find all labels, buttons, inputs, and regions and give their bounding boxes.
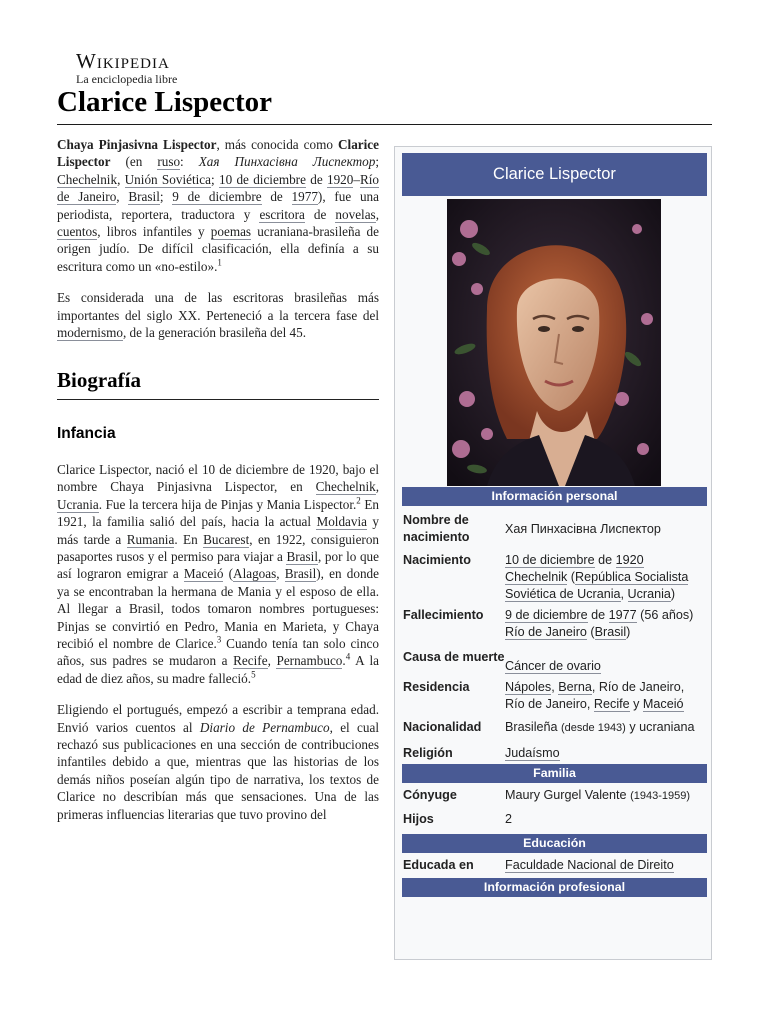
title-divider (57, 124, 712, 125)
row-value: Maury Gurgel Valente (1943-1959) (505, 788, 691, 802)
reference-1[interactable]: 1 (217, 257, 222, 268)
row-value: Cáncer de ovario (505, 659, 601, 673)
birth-name: Chaya Pinjasivna Lispector (57, 137, 217, 152)
link-moldavia[interactable]: Moldavia (316, 514, 368, 530)
infobox-row-nacimiento (402, 550, 707, 605)
writing-paragraph: Eligiendo el portugués, empezó a escribir a temprana edad. Envió varios cuentos al Diario de Pernambuco, el cual rechazó sus publicaciones en una sección de contribuciones infantiles debido a que, mientras que las historias de los demás niños poseían algún tipo de narrativa, los textos de Clarice no describían más que sensaciones. Una de las primeras influencias literarias que tuvo provino del (57, 702, 380, 822)
link-union-sovietica[interactable]: Unión Soviética (124, 171, 211, 187)
link-poemas[interactable]: poemas (210, 224, 252, 240)
infobox-title: Clarice Lispector (402, 153, 707, 196)
wikipedia-logo[interactable] (76, 50, 206, 86)
link-alagoas[interactable]: Alagoas (233, 566, 277, 582)
logo-tagline: La enciclopedia libre (76, 72, 178, 86)
row-label: Fallecimiento (403, 608, 484, 622)
cyrillic-name: Хая Пинхасівна Лиспектор (198, 154, 376, 170)
link-brasil-3[interactable]: Brasil (284, 566, 317, 582)
row-value: Judaísmo (505, 746, 560, 760)
row-label: Residencia (403, 680, 470, 694)
logo-wordmark: Wikipedia (76, 49, 170, 73)
intro-paragraph: Chaya Pinjasivna Lispector, más conocida como Clarice Lispector (en ruso: Хая Пинхасівна Лиспектор; Chechelnik, Unión Soviética; 10 de diciembre de 1920–Río de Janeiro, Brasil; 9 de diciembre de 1977), fue una periodista, reportera, traductora y escritora de novelas, cuentos, libros infantiles y poemas ucraniana-brasileña de origen judío. De difícil clasificación, ella definía a su escritura como un «no-estilo».$^1$ (57, 137, 380, 274)
link-rumania[interactable]: Rumania (126, 531, 175, 547)
link-10-diciembre[interactable]: 10 de diciembre (218, 171, 306, 187)
link-ruso[interactable]: ruso (157, 154, 181, 170)
reference-4[interactable]: 4 (345, 651, 351, 662)
infobox-row-religion (402, 743, 707, 764)
infobox-body (402, 487, 707, 897)
portrait-photo[interactable] (447, 199, 661, 486)
section-heading-biografia: Biografía (57, 367, 379, 400)
known-name: Clarice Lispector (57, 137, 380, 170)
newspaper-name: Diario de Pernambuco (199, 719, 330, 735)
infobox-row-educada-en (402, 855, 707, 876)
link-pernambuco[interactable]: Pernambuco (276, 653, 343, 669)
row-label: Cónyuge (403, 788, 457, 802)
row-value: 9 de diciembre de 1977 (56 años) Río de Janeiro (Brasil) (505, 608, 694, 639)
link-1977[interactable]: 1977 (291, 189, 318, 205)
row-label: Causa de muerte (403, 650, 505, 664)
link-9-diciembre[interactable]: 9 de diciembre (172, 189, 262, 205)
row-value: Хая Пинхасівна Лиспектор (505, 522, 661, 536)
infobox-section-profesional: Información profesional (402, 878, 707, 897)
reference-3[interactable]: 3 (216, 634, 222, 645)
link-cuentos[interactable]: cuentos (57, 224, 98, 240)
link-modernismo[interactable]: modernismo (57, 325, 123, 341)
link-chechelnik-2[interactable]: Chechelnik (315, 479, 376, 495)
infobox-row-causa-muerte (402, 647, 707, 677)
link-ucrania[interactable]: Ucrania (57, 496, 99, 512)
infobox-row-residencia (402, 677, 707, 715)
infobox-section-personal: Información personal (402, 487, 707, 506)
infobox-row-nacionalidad (402, 717, 707, 739)
row-label: Educada en (403, 858, 474, 872)
link-bucarest[interactable]: Bucarest (203, 531, 250, 547)
reference-5[interactable]: 5 (251, 669, 256, 680)
row-value: Faculdade Nacional de Direito (505, 858, 674, 872)
infobox-row-conyuge (402, 785, 707, 807)
row-label: Nacimiento (403, 553, 471, 567)
row-value: 10 de diciembre de 1920 Chechelnik (República Socialista Soviética de Ucrania, Ucrania) (505, 553, 689, 601)
link-1920[interactable]: 1920 (326, 171, 354, 187)
link-escritora[interactable]: escritora (259, 206, 305, 222)
link-recife[interactable]: Recife (233, 653, 268, 669)
row-label: Religión (403, 746, 453, 760)
row-value: Nápoles, Berna, Río de Janeiro, Río de Janeiro, Recife y Maceió (505, 680, 685, 711)
infobox-row-hijos (402, 809, 707, 830)
link-rio-de-janeiro[interactable]: Río de Janeiro (57, 171, 379, 205)
link-maceio[interactable]: Maceió (183, 566, 224, 582)
infobox-section-educacion: Educación (402, 834, 707, 853)
infobox (394, 146, 712, 960)
link-brasil-2[interactable]: Brasil (286, 548, 318, 564)
row-value: Brasileña (desde 1943) y ucraniana (505, 720, 695, 734)
page-title: Clarice Lispector (57, 86, 273, 118)
row-label: Nombre de nacimiento (403, 513, 470, 544)
link-chechelnik[interactable]: Chechelnik (57, 171, 118, 187)
infobox-section-familia: Familia (402, 764, 707, 783)
infobox-row-fallecimiento (402, 605, 707, 643)
row-label: Nacionalidad (403, 720, 482, 734)
reference-2[interactable]: 2 (356, 495, 361, 506)
article-body (57, 136, 379, 837)
link-novelas[interactable]: novelas (335, 206, 376, 222)
link-brasil[interactable]: Brasil (128, 189, 160, 205)
row-value: 2 (505, 812, 513, 826)
second-paragraph: Es considerada una de las escritoras brasileñas más importantes del siglo XX. Perteneció a la tercera fase del modernismo, de la generación brasileña del 45. (57, 290, 379, 341)
infobox-row-nombre (402, 510, 707, 548)
infancia-paragraph: Clarice Lispector, nació el 10 de diciembre de 1920, bajo el nombre Chaya Pinjasivna Lispector, en Chechelnik, Ucrania. Fue la tercera hija de Pinjas y Mania Lispector.$^2$ En 1921, la familia salió del país, hacia la actual Moldavia y más tarde a Rumania. En Bucarest, en 1922, consiguieron pasaportes rusos y el permiso para viajar a Brasil, por lo que así lograron emigrar a Maceió (Alagoas, Brasil), en donde ya se encontraban la hermana de Mania y el esposo de ella. Al llegar a Brasil, todos tomaron nombres portugueses: Pinjas se convirtió en Pedro, Mania en Marieta, y Chaya recibió el nombre de Clarice.$^3$ Cuando tenía tan solo cinco años, sus padres se mudaron a Recife, Pernambuco.$^4$ A la edad de diez años, su madre falleció.$^5$ (57, 461, 380, 686)
row-label: Hijos (403, 812, 434, 826)
subsection-heading-infancia: Infancia (57, 425, 116, 443)
